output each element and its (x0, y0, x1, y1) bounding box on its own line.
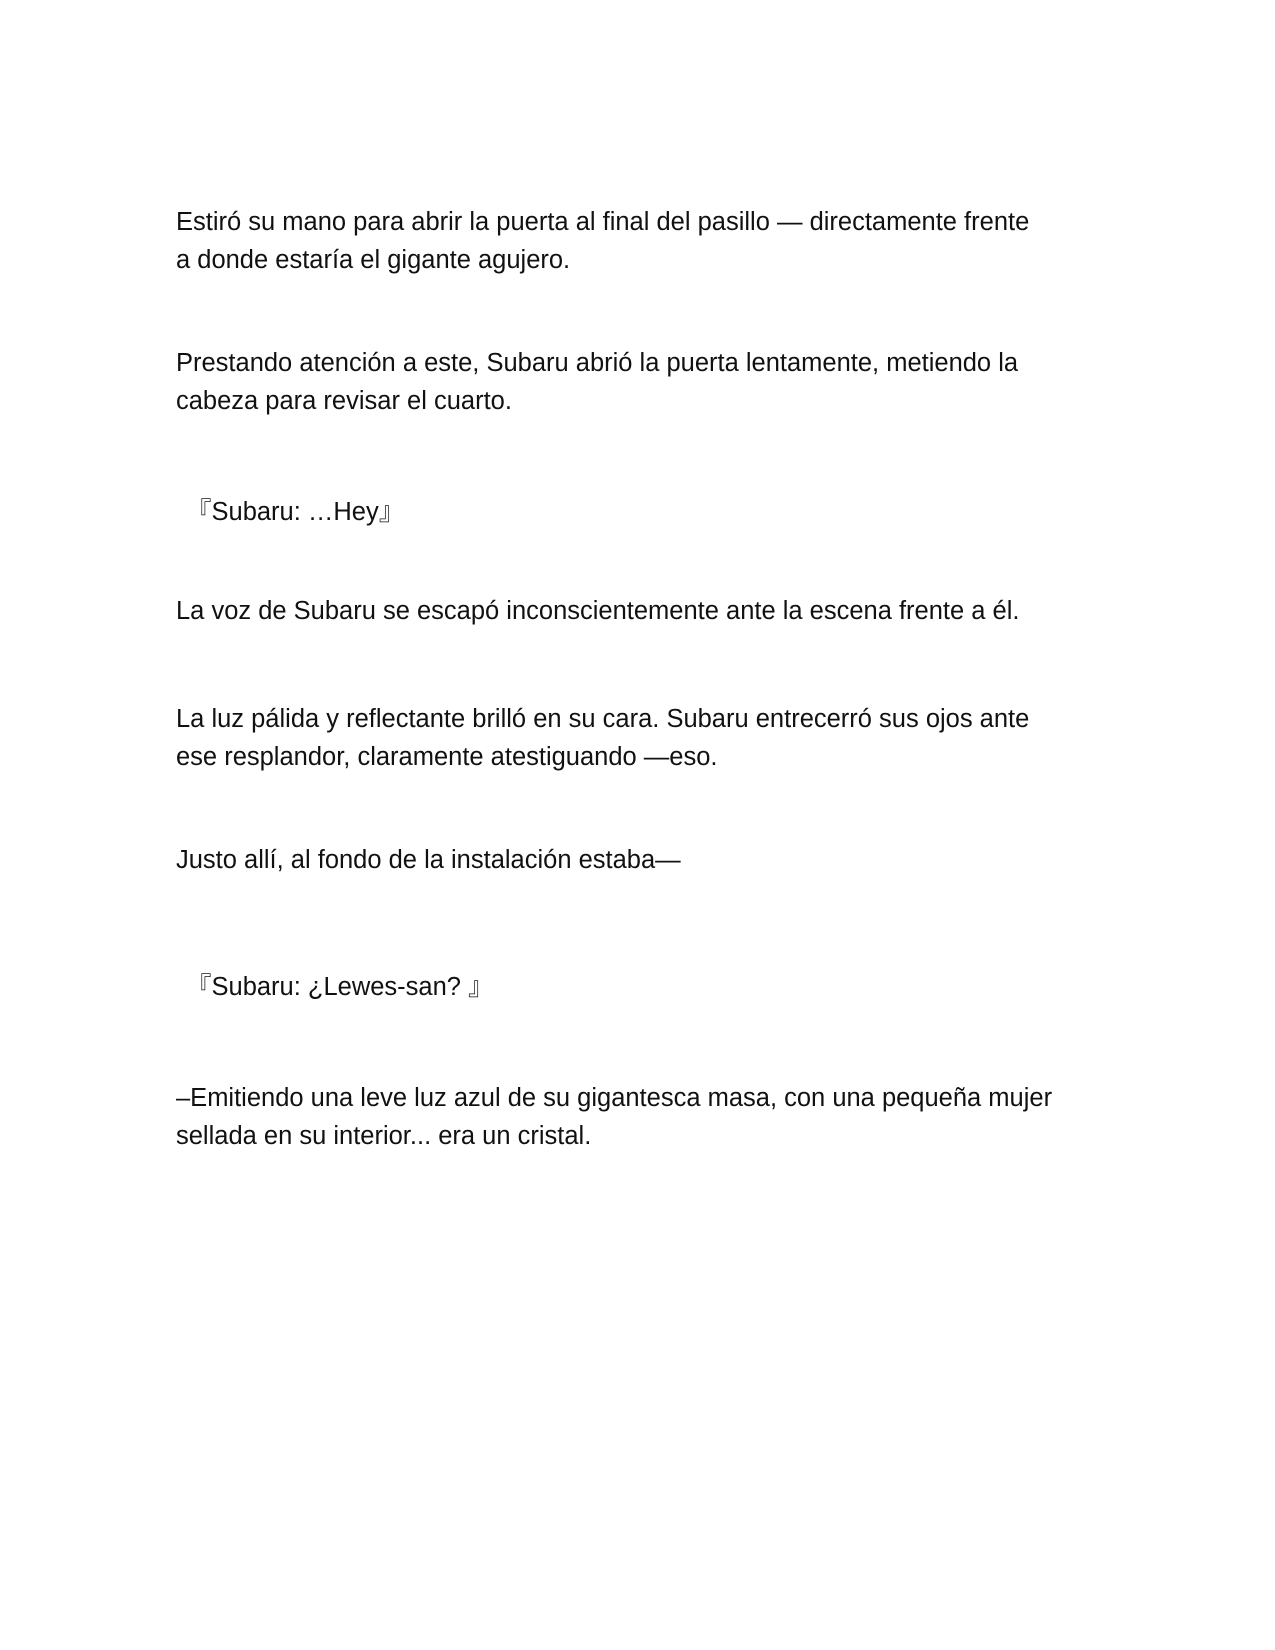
paragraph-line: –Emitiendo una leve luz azul de su gigantesca masa, con una pequeña mujer (176, 1084, 1053, 1112)
paragraph-line: sellada en su interior... era un cristal. (176, 1122, 592, 1150)
paragraph-line: Justo allí, al fondo de la instalación estaba— (176, 846, 681, 874)
paragraph-2 (176, 344, 1096, 420)
paragraph-8 (176, 1079, 1096, 1155)
paragraph-line: Estiró su mano para abrir la puerta al final del pasillo — directamente frente (176, 208, 1030, 236)
dialogue-line-1 (186, 493, 1106, 531)
paragraph-line: ese resplandor, claramente atestiguando —eso. (176, 743, 718, 771)
paragraph-line: 『Subaru: ¿Lewes-san? 』 (186, 973, 494, 1001)
paragraph-1 (176, 203, 1096, 279)
paragraph-line: Prestando atención a este, Subaru abrió la puerta lentamente, metiendo la (176, 349, 1019, 377)
paragraph-line: La luz pálida y reflectante brilló en su cara. Subaru entrecerró sus ojos ante (176, 705, 1030, 733)
paragraph-line: a donde estaría el gigante agujero. (176, 246, 571, 274)
dialogue-line-2 (186, 968, 1106, 1006)
paragraph-5 (176, 700, 1096, 776)
paragraph-6 (176, 841, 1096, 879)
paragraph-line: cabeza para revisar el cuarto. (176, 387, 512, 415)
paragraph-4 (176, 592, 1096, 630)
paragraph-line: La voz de Subaru se escapó inconscientemente ante la escena frente a él. (176, 597, 1020, 625)
paragraph-line: 『Subaru: …Hey』 (186, 498, 405, 526)
